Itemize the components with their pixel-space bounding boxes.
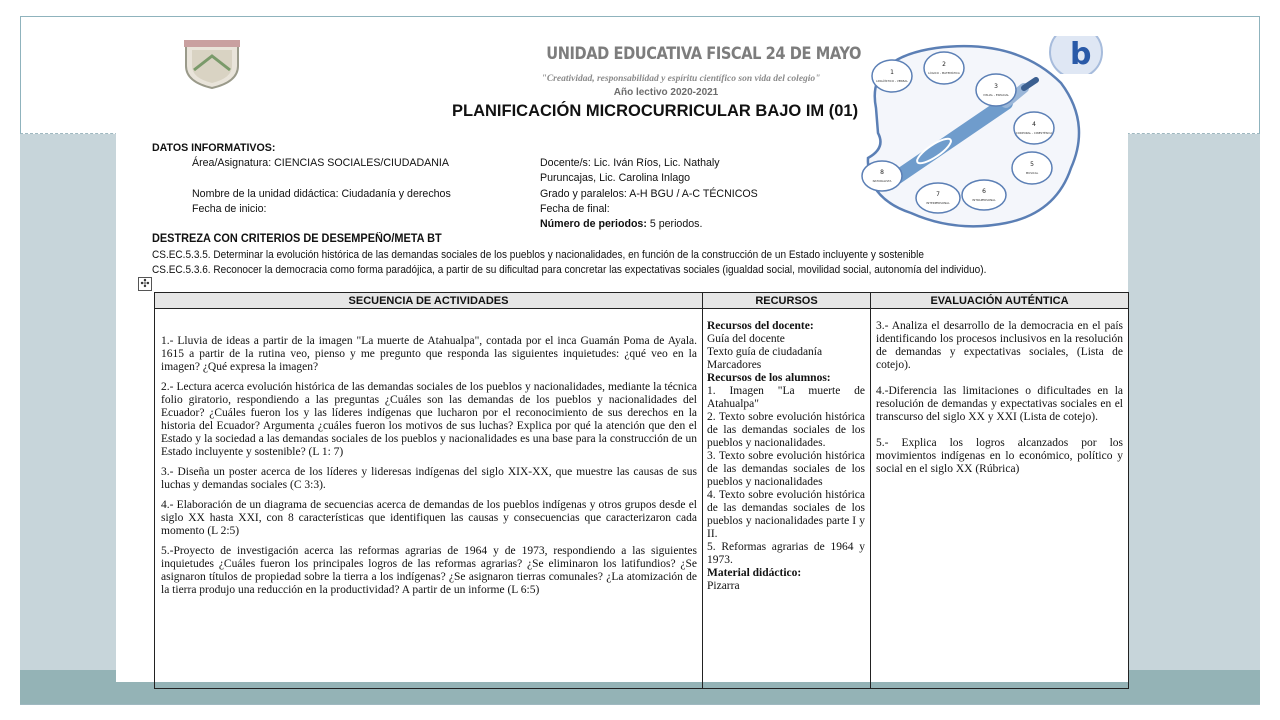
svg-text:5: 5	[1030, 161, 1034, 168]
recurso-docente-item: Texto guía de ciudadanía	[707, 346, 823, 358]
svg-text:2: 2	[942, 61, 946, 68]
svg-text:INTERPERSONAL: INTERPERSONAL	[926, 201, 950, 205]
skill-cs-ec-5-3-5: CS.EC.5.3.5. Determinar la evolución histórica de las demandas sociales de los pueblos y nacionalidades, en función de la construcción de un Estado incluyente y sostenible	[152, 249, 924, 261]
material-item: Pizarra	[707, 580, 740, 592]
palette-circle-1	[872, 60, 912, 92]
recurso-alumno-item: 2. Texto sobre evolución histórica de las demandas sociales de los pueblos y nacionalidades.	[707, 411, 865, 449]
datos-heading: DATOS INFORMATIVOS:	[152, 142, 276, 154]
fecha-final-field: Fecha de final:	[540, 203, 610, 215]
svg-text:3: 3	[994, 83, 998, 90]
svg-text:INTRAPERSONAL: INTRAPERSONAL	[972, 198, 996, 202]
actividad-3: 3.- Diseña un poster acerca de los líderes y lideresas indígenas del siglo XIX-XX, que muestre las causas de sus luchas y demandas sociales (C 3:3).	[161, 466, 697, 491]
palette-circle-4	[1014, 112, 1054, 144]
evaluacion-cell	[871, 309, 1129, 689]
svg-text:4: 4	[1032, 121, 1036, 128]
periodos-value: 5 periodos.	[649, 218, 703, 230]
palette-circle-3	[976, 74, 1016, 106]
header-secuencia: SECUENCIA DE ACTIVIDADES	[155, 293, 703, 309]
document-title: PLANIFICACIÓN MICROCURRICULAR BAJO IM (01)	[452, 102, 859, 120]
svg-text:NATURALISTA: NATURALISTA	[872, 179, 892, 183]
skill-cs-ec-5-3-6: CS.EC.5.3.6. Reconocer la democracia como forma paradójica, a partir de su dificultad para concretar las expectativas sociales (igualdad social, movilidad social, autonomía del individuo).	[152, 264, 987, 276]
header-recursos: RECURSOS	[703, 293, 871, 309]
recurso-alumno-item: 3. Texto sobre evolución histórica de las demandas sociales de los pueblos y nacionalidades	[707, 450, 865, 488]
table-header-row	[155, 293, 1129, 309]
actividad-1: 1.- Lluvia de ideas a partir de la imagen "La muerte de Atahualpa", contada por el inca Guamán Poma de Ayala. 1615 a partir de la rutina veo, pienso y me pregunto que responda las siguientes inquietudes: ¿qué veo en la imagen? ¿Qué expresa la imagen?	[161, 335, 697, 373]
docente-value-line2: Puruncajas, Lic. Carolina Inlago	[540, 172, 691, 184]
recursos-cell	[703, 309, 871, 689]
svg-text:LÓGICO - MATEMÁTICA: LÓGICO - MATEMÁTICA	[928, 71, 960, 75]
actividad-5: 5.-Proyecto de investigación acerca las reformas agrarias de 1964 y de 1973, respondiendo a las siguientes inquietudes ¿Cuáles fueron los principales logros de las reformas agrarias? ¿Se eliminaron los latifundios? ¿Se asignaron títulos de propiedad sobre la tierra a los indígenas? ¿Se asignaron tierras comunales? ¿La atomización de la tierra produjo una reducción en la productividad? A partir de un informe (L 6:5)	[161, 545, 697, 596]
recurso-docente-item: Marcadores	[707, 359, 762, 371]
recurso-docente-item: Guía del docente	[707, 333, 785, 345]
destreza-heading: DESTREZA CON CRITERIOS DE DESEMPEÑO/META BT	[152, 233, 442, 245]
palette-circle-7	[916, 183, 960, 213]
activities-table	[154, 292, 1129, 689]
school-crest-logo	[180, 36, 244, 90]
svg-text:VISUAL - ESPACIAL: VISUAL - ESPACIAL	[983, 93, 1009, 97]
header-evaluacion: EVALUACIÓN AUTÉNTICA	[871, 293, 1129, 309]
evaluacion-5: 5.- Explica los logros alcanzados por los movimientos indígenas en lo económico, político y social en el siglo XX (Rúbrica)	[876, 437, 1123, 475]
recursos-alumnos-heading: Recursos de los alumnos:	[707, 372, 831, 384]
material-didactico-heading: Material didáctico:	[707, 567, 802, 579]
slide-bottom-line	[20, 704, 1260, 705]
table-row	[155, 309, 1129, 689]
grado-value: A-H BGU / A-C TÉCNICOS	[629, 188, 758, 200]
evaluacion-4: 4.-Diferencia las limitaciones o dificultades en la resolución de demandas y expectativas sociales en el transcurso del siglo XX y XXI (Lista de cotejo).	[876, 385, 1123, 423]
multiple-intelligences-palette-illustration	[856, 38, 1084, 244]
svg-text:MUSICAL: MUSICAL	[1025, 171, 1039, 175]
recursos-docente-heading: Recursos del docente:	[707, 320, 814, 332]
document-page	[116, 36, 1128, 682]
svg-text:LINGÜÍSTICO - VERBAL: LINGÜÍSTICO - VERBAL	[876, 79, 908, 83]
grado-field	[540, 188, 758, 202]
docente-value-line1: Lic. Iván Ríos, Lic. Nathaly	[593, 157, 720, 169]
area-field: Área/Asignatura: CIENCIAS SOCIALES/CIUDADANIA	[192, 157, 449, 169]
recurso-alumno-item: 5. Reformas agrarias de 1964 y 1973.	[707, 541, 865, 566]
periodos-field	[540, 218, 702, 232]
grado-label: Grado y paralelos:	[540, 188, 627, 200]
svg-text:b: b	[1070, 37, 1092, 72]
fecha-inicio-field: Fecha de inicio:	[192, 203, 267, 215]
school-motto: "Creatividad, responsabilidad y espíritu científico son vida del colegio"	[541, 74, 821, 84]
palette-circle-8	[862, 161, 902, 191]
school-year: Año lectivo 2020-2021	[613, 87, 719, 98]
svg-text:CORPORAL - CINESTÉSICA: CORPORAL - CINESTÉSICA	[1015, 131, 1053, 135]
svg-text:1: 1	[890, 69, 894, 76]
palette-circle-6	[962, 180, 1006, 210]
periodos-label: Número de periodos:	[540, 218, 647, 230]
evaluacion-3: 3.- Analiza el desarrollo de la democracia en el país identificando los procesos inclusivos en la resolución de demandas y expectativas sociales, (Lista de cotejo).	[876, 320, 1123, 371]
svg-text:6: 6	[982, 188, 986, 195]
table-move-handle-icon[interactable]: ✣	[138, 277, 152, 291]
docente-field	[540, 157, 720, 171]
palette-circle-5	[1012, 152, 1052, 184]
actividad-4: 4.- Elaboración de un diagrama de secuencias acerca de demandas de los pueblos indígenas y otros grupos desde el siglo XX hasta XXI, con 8 características que identifiquen las causas y consecuencias que caracterizaron cada momento (L 2:5)	[161, 499, 697, 537]
actividades-cell	[155, 309, 703, 689]
recurso-alumno-item: 1. Imagen "La muerte de Atahualpa"	[707, 385, 865, 410]
actividad-2: 2.- Lectura acerca evolución histórica de las demandas sociales de los pueblos y nacionalidades, mediante la técnica folio giratorio, respondiendo a las preguntas ¿Cuáles son las demandas de los pueblos y nacionalidades del Ecuador? ¿Cuáles fueron los y las líderes indígenas que lucharon por el reconocimiento de sus derechos en la historia del Ecuador? Argumenta ¿cuáles fueron los motivos de sus luchas? Explica por qué la atención que den el Estado y la sociedad a las demandas sociales de los pueblos y nacionalidades es una base para la construcción de un Estado incluyente y sostenible? (L 1: 7)	[161, 381, 697, 458]
recurso-alumno-item: 4. Texto sobre evolución histórica de las demandas sociales de los pueblos y nacionalidades parte I y II.	[707, 489, 865, 540]
school-name: UNIDAD EDUCATIVA FISCAL 24 DE MAYO	[546, 44, 861, 64]
unidad-field: Nombre de la unidad didáctica: Ciudadanía y derechos	[192, 188, 451, 200]
palette-circle-2	[924, 52, 964, 84]
svg-text:7: 7	[936, 191, 940, 198]
docente-label: Docente/s:	[540, 157, 591, 169]
svg-text:8: 8	[880, 169, 884, 176]
